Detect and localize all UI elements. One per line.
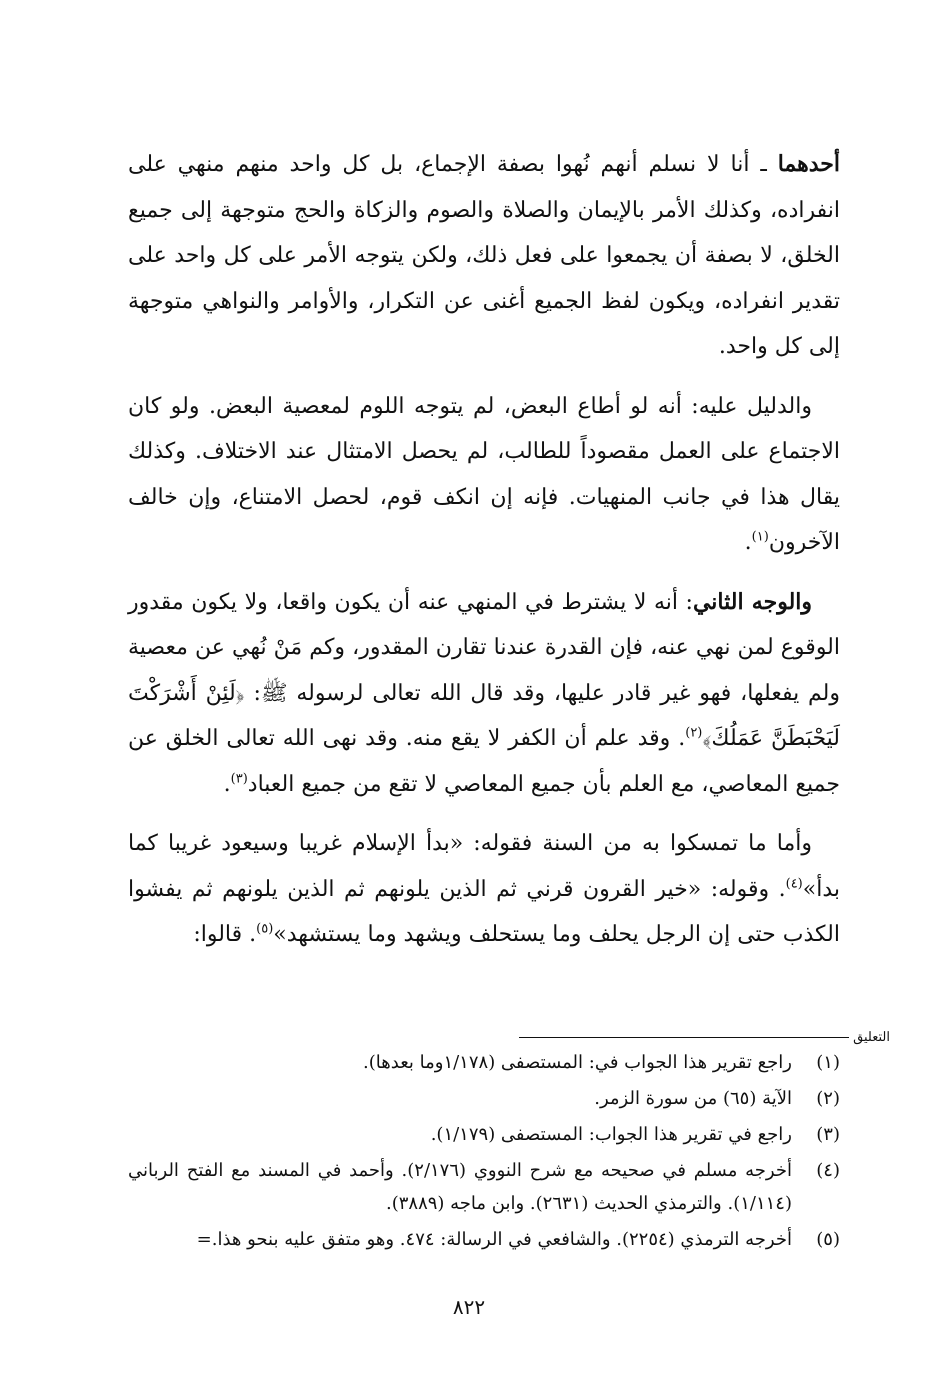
paragraph-text: : أنه لا يشترط في المنهي عنه أن يكون واقعا، ولا يكون مقدور الوقوع لمن نهي عنه، فإن القدرة عندنا تقارن المقدور، وكم مَنْ نُهي عن معصية ولم يفعلها، فهو غير قادر عليها، وقد قال الله تعالى لرسوله ﷺ: ﴿لَئِنْ أَشْرَكْتَ لَيَحْبَطَنَّ عَمَلُكَ﴾ — [128, 589, 840, 751]
footnote-text: أخرجه مسلم في صحيحه مع شرح النووي (٢/١٧٦). وأحمد في المسند مع الفتح الرباني (١/١١٤). والترمذي الحديث (٢٦٣١). وابن ماجه (٣٨٨٩). — [128, 1160, 792, 1214]
paragraph-tail: . — [744, 530, 752, 555]
footnote-text: أخرجه الترمذي (٢٢٥٤). والشافعي في الرسالة: ٤٧٤. وهو متفق عليه بنحو هذا.= — [196, 1229, 792, 1250]
footnote-number: (٤) — [816, 1160, 840, 1181]
paragraph-3 — [128, 580, 840, 808]
paragraph-lead: والوجه الثاني — [692, 588, 813, 615]
footnote-number: (١) — [816, 1052, 840, 1073]
footnote-divider — [510, 1030, 890, 1046]
footnote-ref[interactable]: (١) — [751, 529, 769, 545]
divider-rule — [519, 1037, 849, 1038]
paragraph-tail: . — [223, 771, 231, 797]
footnote-item — [128, 1154, 840, 1220]
paragraph-text: . وقوله: «خير القرون قرني ثم الذين يلونهم ثم الذين يلونهم ثم يفشوا الكذب حتى إن الرجل يحلف وما يستحلف ويشهد وما يستشهد» — [128, 876, 840, 947]
page-number: ٨٢٢ — [452, 1295, 486, 1319]
footnote-item — [128, 1223, 840, 1256]
footnote-text: الآية (٦٥) من سورة الزمر. — [594, 1088, 792, 1109]
paragraph-1 — [128, 142, 840, 370]
paragraph-tail: . قالوا: — [193, 922, 257, 947]
footnotes — [128, 1046, 840, 1259]
footnote-item — [128, 1046, 840, 1079]
footnote-number: (٥) — [816, 1229, 840, 1250]
paragraph-lead: أحدهما — [777, 151, 840, 177]
footnote-ref[interactable]: (٣) — [230, 771, 248, 787]
footnote-item — [128, 1118, 840, 1151]
paragraph-text: ـ أنا لا نسلم أنهم نُهوا بصفة الإجماع، بل كل واحد منهم منهي على انفراده، وكذلك الأمر بالإيمان والصلاة والصوم والزكاة والحج متوجهة إلى جميع الخلق، لا بصفة أن يجمعوا على فعل ذلك، ولكن يتوجه الأمر على كل واحد على تقدير انفراده، ويكون لفظ الجميع أغنى عن التكرار، والأوامر والنواهي متوجهة إلى كل واحد. — [128, 152, 840, 359]
paragraph-text: . وقد علم أن الكفر لا يقع منه. وقد نهى الله تعالى الخلق عن جميع المعاصي، مع العلم بأن جميع المعاصي لا تقع من جميع العباد — [128, 726, 840, 797]
footnote-item — [128, 1082, 840, 1115]
paragraph-2 — [128, 384, 840, 566]
paragraph-4 — [128, 821, 840, 958]
footnote-ref[interactable]: (٤) — [785, 876, 803, 892]
footnote-ref[interactable]: (٢) — [685, 725, 703, 741]
footnote-text: راجع في تقرير هذا الجواب: المستصفى (١/١٧٩). — [430, 1124, 792, 1145]
footnote-ref[interactable]: (٥) — [256, 921, 274, 937]
footnote-text: راجع تقرير هذا الجواب في: المستصفى (١/١٧٨وما بعدها). — [363, 1052, 792, 1073]
footnote-number: (٢) — [816, 1088, 840, 1109]
paragraph-text: وأما ما تمسكوا به من السنة فقوله: «بدأ الإسلام غريبا وسيعود غريبا كما بدأ» — [128, 831, 840, 902]
footnote-label: التعليق — [853, 1030, 890, 1045]
main-text — [128, 142, 840, 972]
paragraph-text: والدليل عليه: أنه لو أطاع البعض، لم يتوجه اللوم لمعصية البعض. ولو كان الاجتماع على العمل مقصوداً للطالب، لم يحصل الامتثال عند الاختلاف. وكذلك يقال هذا في جانب المنهيات. فإنه إن انكف قوم، لحصل الامتناع، وإن خالف الآخرون — [128, 393, 840, 555]
footnote-number: (٣) — [816, 1124, 840, 1145]
